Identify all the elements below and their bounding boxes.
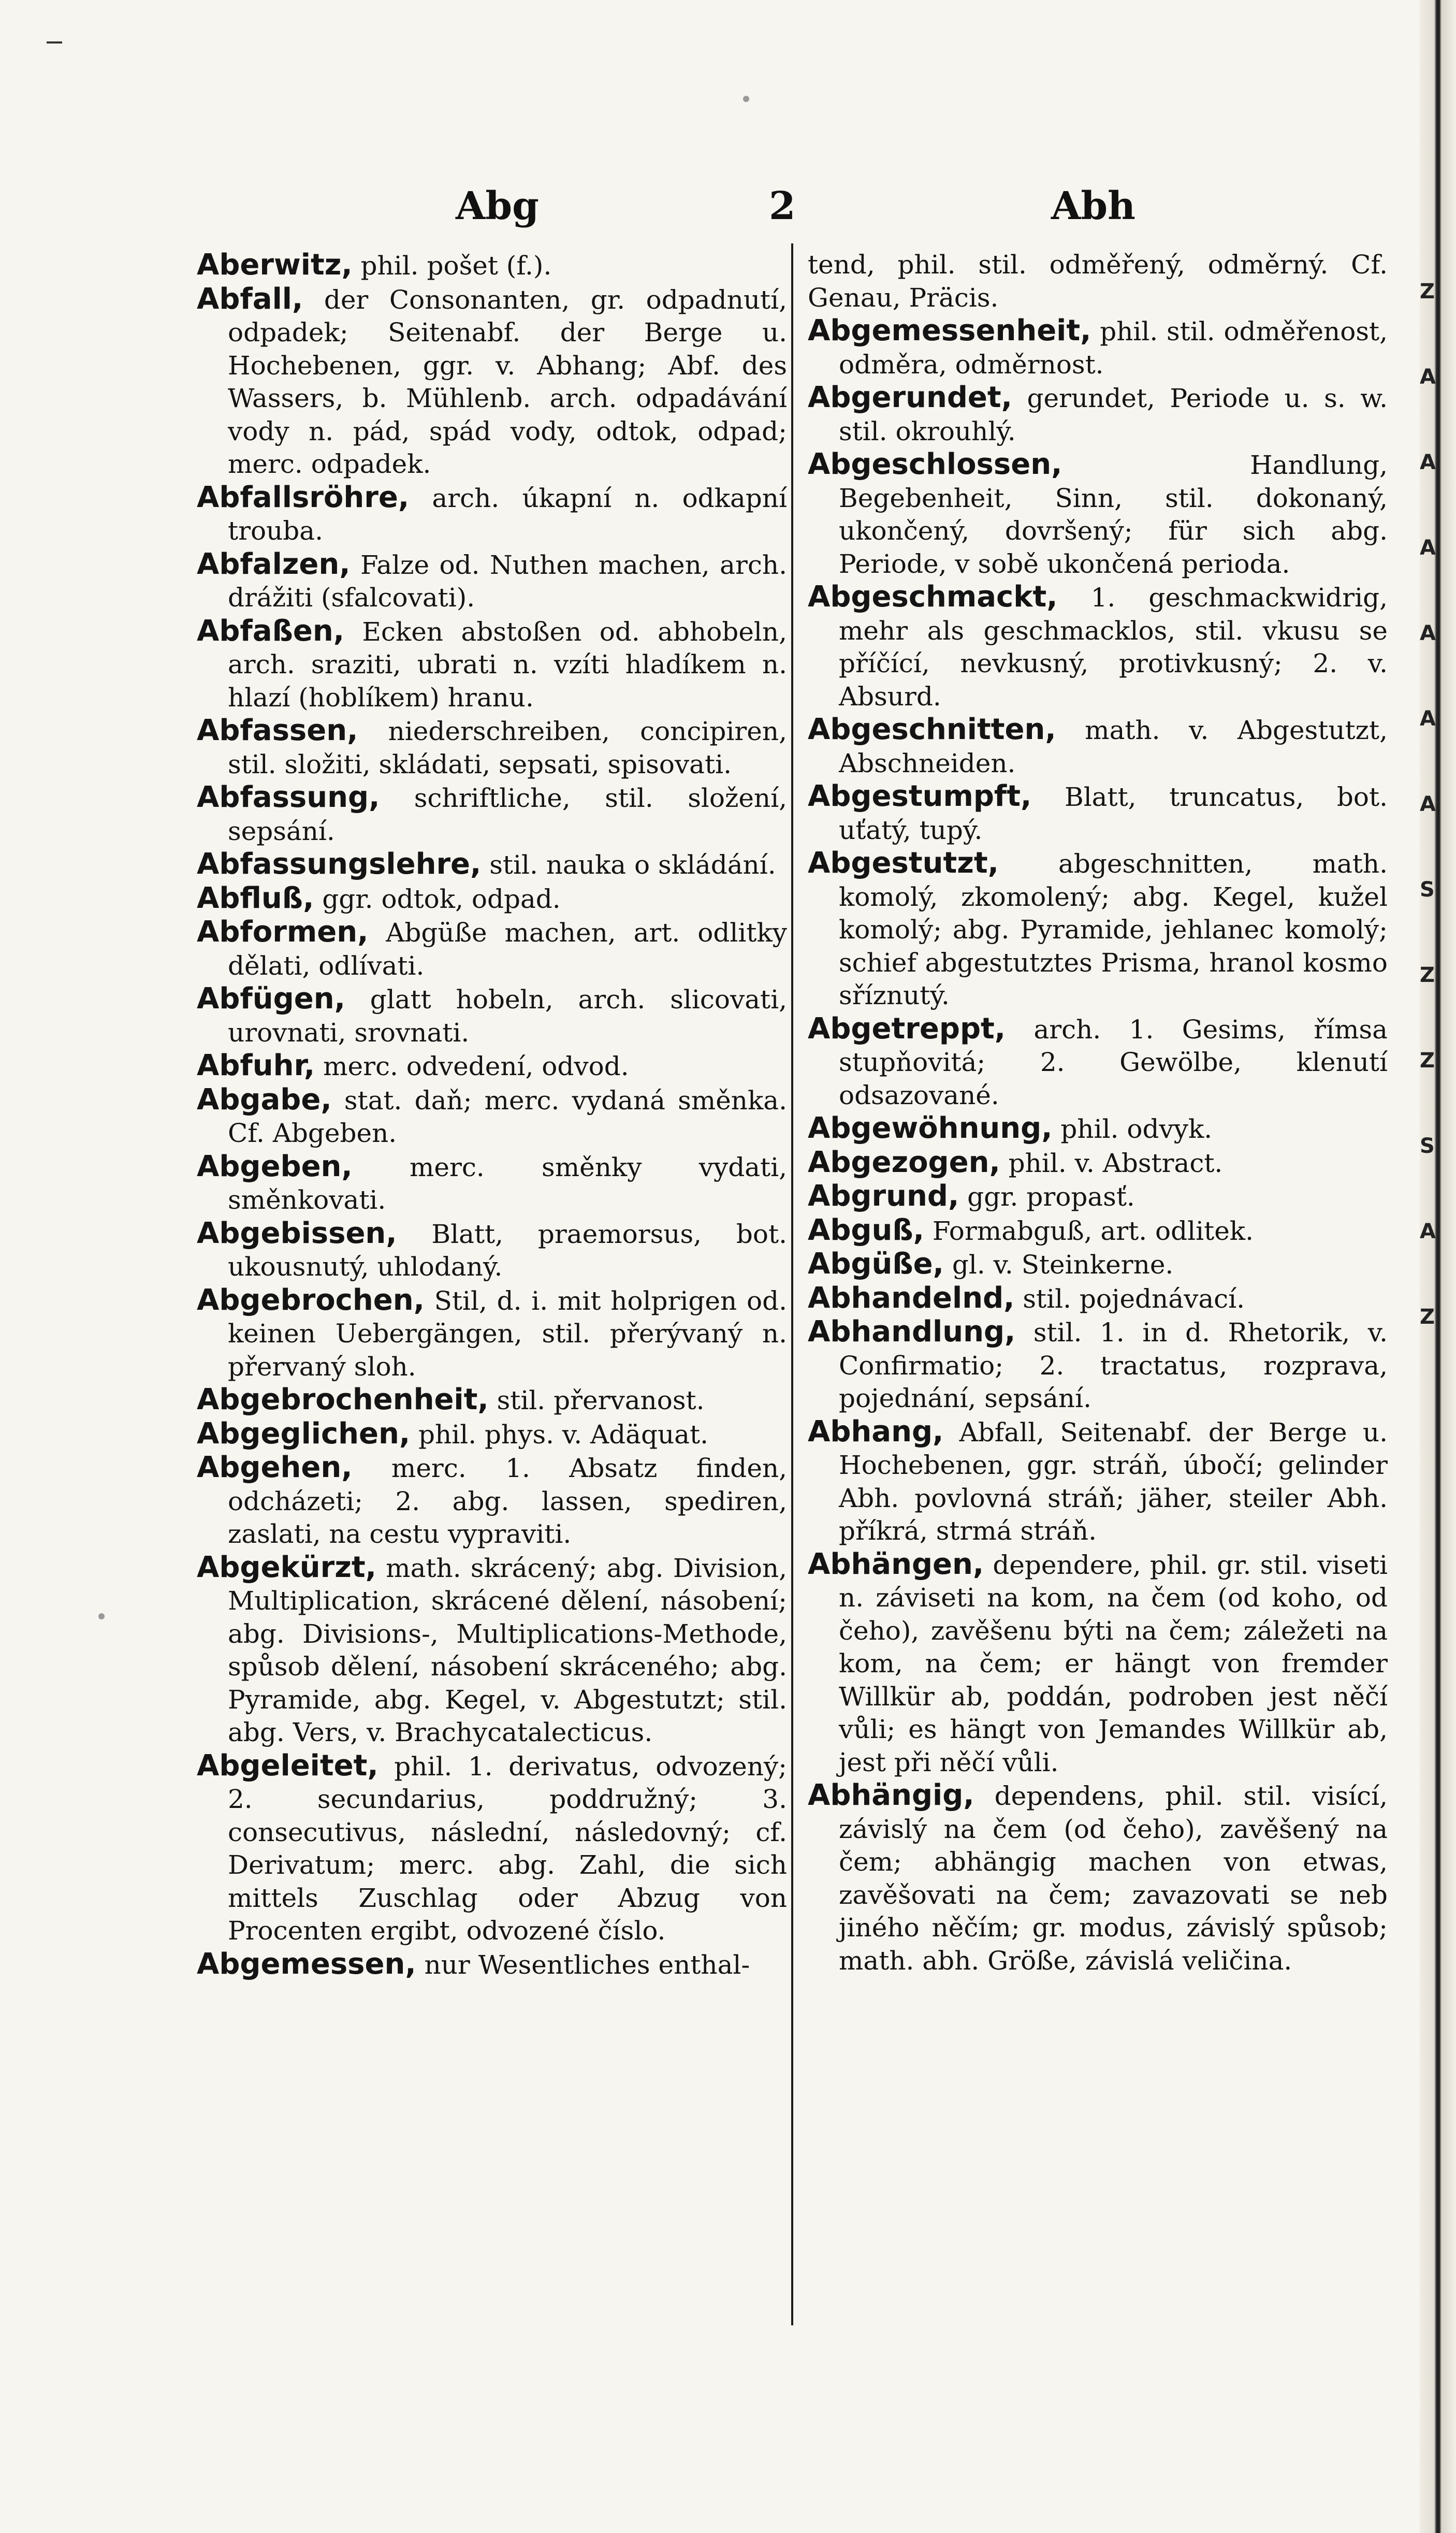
dictionary-entry (197, 1284, 787, 1384)
dictionary-entry (808, 1282, 1388, 1316)
definition: Stil, d. i. mit holprigen od. keinen Uebergängen, stil. přerývaný n. přervaný sloh. (228, 1285, 787, 1382)
headword: Abgekürzt, (197, 1550, 376, 1584)
headword: Abfügen, (197, 982, 345, 1016)
dictionary-entry (808, 847, 1388, 1012)
dictionary-entry (808, 780, 1388, 847)
headword: Abhang, (808, 1414, 944, 1449)
definition: Blatt, truncatus, bot. uťatý, tupý. (839, 782, 1388, 845)
dictionary-entry (197, 1217, 787, 1284)
headword: Abgemessen, (197, 1947, 416, 1981)
header-left-guide-word: Abg (456, 184, 539, 228)
corner-mark (47, 41, 62, 44)
dictionary-entry (808, 1315, 1388, 1415)
dictionary-entry (197, 249, 787, 283)
headword: Abgehen, (197, 1451, 353, 1484)
right-column (808, 249, 1388, 1977)
headword: Abgeschmackt, (808, 580, 1058, 614)
headword: Abfaßen, (197, 614, 344, 648)
headword: Abgerundet, (808, 381, 1012, 414)
headword: Abhandlung, (808, 1315, 1016, 1349)
edge-letter: Z (1420, 963, 1435, 987)
headword: Abgeleitet, (197, 1748, 378, 1783)
edge-letter: A (1420, 451, 1436, 474)
definition: stil. nauka o skládání. (481, 850, 776, 880)
definition: schriftliche, stil. složení, sepsání. (228, 783, 787, 846)
dictionary-entry (808, 1779, 1388, 1977)
dictionary-entry (197, 1083, 787, 1150)
dictionary-entry (197, 1948, 787, 1982)
headword: Abgeben, (197, 1149, 353, 1183)
definition: gerundet, Periode u. s. w. stil. okrouhlý. (839, 383, 1388, 446)
definition: stil. pojednávací. (1014, 1283, 1245, 1314)
edge-letter: A (1420, 707, 1436, 731)
headword: Abhängen, (808, 1547, 984, 1581)
definition: glatt hobeln, arch. slicovati, urovnati, srovnati. (228, 985, 787, 1048)
headword: Abgestutzt, (808, 846, 999, 880)
dictionary-entry (808, 1548, 1388, 1779)
edge-letter: A (1420, 365, 1436, 389)
headword: Abfassen, (197, 714, 358, 747)
dictionary-entry (808, 1415, 1388, 1548)
definition: abgeschnitten, math. komolý, zkomolený; abg. Kegel, kužel komolý; abg. Pyramide, jehlanec komolý; schief abgestutztes Prisma, hranol kosmo sříznutý. (839, 849, 1388, 1010)
definition: dependens, phil. stil. visící, závislý na čem (od čeho), zavěšený na čem; abhängig machen von etwas, zavěšovati na čem; zavazovati se neb jiného něčím; gr. modus, závislý spůsob; math. abh. Größe, závislá veličina. (839, 1781, 1388, 1976)
speck (743, 96, 749, 102)
dictionary-entry (808, 1146, 1388, 1180)
edge-letter: Z (1420, 1305, 1435, 1329)
headword: Abgemessenheit, (808, 314, 1091, 348)
edge-letter: S (1420, 1134, 1435, 1158)
dictionary-entry (197, 283, 787, 481)
dictionary-entry: tend, phil. stil. odměřený, odměrný. Cf. Genau, Präcis. (808, 250, 1388, 313)
headword: Abgeschlossen, (808, 447, 1062, 481)
definition: phil. 1. derivatus, odvozený; 2. secundarius, poddružný; 3. consecutivus, následní, následovný; cf. Derivatum; merc. abg. Zahl, die sich mittels Zuschlag oder Abzug von Procenten ergibt, odvozené číslo. (228, 1751, 787, 1946)
dictionary-entry (197, 1417, 787, 1452)
definition: 1. geschmackwidrig, mehr als geschmacklos, stil. vkusu se příčící, nevkusný, protivkusný; 2. v. Absurd. (839, 583, 1388, 712)
dictionary-entry (197, 481, 787, 548)
dictionary-entry (808, 581, 1388, 713)
dictionary-entry (197, 1451, 787, 1551)
definition: ggr. propasť. (959, 1182, 1135, 1212)
definition: gl. v. Steinkerne. (943, 1250, 1174, 1280)
headword: Abgabe, (197, 1082, 332, 1117)
definition: arch. 1. Gesims, římsa stupňovitá; 2. Gewölbe, klenutí odsazované. (839, 1014, 1388, 1110)
dictionary-entry (808, 1112, 1388, 1146)
headword: Abgezogen, (808, 1145, 1000, 1179)
dictionary-entry (808, 1248, 1388, 1282)
dictionary-entry (808, 713, 1388, 780)
headword: Abgüße, (808, 1247, 944, 1281)
definition: stil. 1. in d. Rhetorik, v. Confirmatio; 2. tractatus, rozprava, pojednání, sepsání. (839, 1318, 1388, 1413)
speck (98, 1613, 105, 1619)
definition: phil. v. Abstract. (1000, 1148, 1223, 1178)
headword: Abgeglichen, (197, 1416, 411, 1451)
dictionary-entry (197, 1749, 787, 1948)
dictionary-entry (197, 615, 787, 715)
header-right-guide-word: Abh (1051, 184, 1135, 228)
dictionary-entry (197, 1383, 787, 1417)
dictionary-entry (197, 848, 787, 882)
dictionary-entry (197, 714, 787, 781)
headword: Abfall, (197, 282, 303, 316)
definition: merc. odvedení, odvod. (315, 1051, 629, 1081)
dictionary-entry (197, 548, 787, 615)
definition: phil. odvyk. (1052, 1114, 1213, 1144)
headword: Aberwitz, (197, 248, 353, 282)
definition: phil. stil. odměřenost, odměra, odměrnost. (839, 316, 1388, 380)
headword: Abfassung, (197, 780, 380, 814)
edge-letter: A (1420, 536, 1436, 560)
definition: dependere, phil. gr. stil. viseti n. záviseti na kom, na čem (od koho, od čeho), zavěšenu býti na čem; záležeti na kom, na čem; er hängt von fremder Willkür ab, poddán, podroben jest něčí vůli; es hängt von Jemandes Willkür ab, jest při něčí vůli. (839, 1550, 1388, 1777)
headword: Abgeschnitten, (808, 713, 1056, 746)
definition: Ecken abstoßen od. abhobeln, arch. sraziti, ubrati n. vzíti hladíkem n. hlazí (hoblíkem) hranu. (228, 616, 787, 713)
headword: Abfallsröhre, (197, 480, 410, 514)
headword: Abgebrochen, (197, 1283, 425, 1317)
edge-letter: A (1420, 792, 1436, 816)
definition: merc. směnky vydati, směnkovati. (228, 1152, 787, 1215)
definition: stil. přervanost. (488, 1385, 705, 1415)
definition: phil. pošet (f.). (352, 251, 552, 281)
dictionary-entry (197, 781, 787, 848)
dictionary-entry (197, 1049, 787, 1083)
definition: Abgüße machen, art. odlitky dělati, odlívati. (228, 918, 787, 981)
dictionary-entry (808, 1214, 1388, 1248)
headword: Abhängig, (808, 1778, 974, 1812)
headword: Abfluß, (197, 881, 314, 915)
headword: Abformen, (197, 915, 369, 949)
headword: Abfalzen, (197, 547, 351, 581)
column-divider (791, 243, 793, 2325)
headword: Abgetreppt, (808, 1011, 1006, 1046)
headword: Abgebrochenheit, (197, 1383, 489, 1416)
headword: Abfassungslehre, (197, 847, 482, 881)
dictionary-entry (197, 1551, 787, 1749)
edge-letter: A (1420, 1220, 1436, 1243)
definition: der Consonanten, gr. odpadnutí, odpadek; Seitenabf. der Berge u. Hochebenen, ggr. v. Abhang; Abf. des Wassers, b. Mühlenb. arch. odpadávání vody n. pád, spád vody, odtok, odpad; merc. odpadek. (228, 284, 787, 479)
dictionary-entry (808, 381, 1388, 448)
definition: ggr. odtok, odpad. (314, 884, 561, 914)
headword: Abfuhr, (197, 1049, 315, 1082)
headword: Abgrund, (808, 1179, 959, 1213)
left-column (197, 249, 787, 1981)
definition: arch. úkapní n. odkapní trouba. (228, 483, 787, 546)
definition: stat. daň; merc. vydaná směnka. Cf. Abgeben. (228, 1085, 787, 1148)
definition: Abfall, Seitenabf. der Berge u. Hochebenen, ggr. stráň, úbočí; gelinder Abh. povlovná stráň; jäher, steiler Abh. příkrá, strmá stráň. (839, 1417, 1388, 1546)
definition: math. skrácený; abg. Division, Multiplication, skrácené dělení, násobení; abg. Divisions-, Multiplications-Methode, spůsob dělení, násobení skráceného; abg. Pyramide, abg. Kegel, v. Abgestutzt; stil. abg. Vers, v. Brachycatalecticus. (228, 1553, 787, 1747)
definition: math. v. Abgestutzt, Abschneiden. (839, 715, 1388, 778)
dictionary-entry (197, 1150, 787, 1217)
edge-letter: Z (1420, 280, 1435, 303)
dictionary-entry (808, 1180, 1388, 1214)
definition: niederschreiben, concipiren, stil. složiti, skládati, sepsati, spisovati. (228, 716, 787, 779)
page-number: 2 (769, 184, 796, 228)
dictionary-entry (197, 982, 787, 1049)
dictionary-entry (808, 448, 1388, 581)
headword: Abgebissen, (197, 1216, 397, 1250)
dictionary-entry (197, 916, 787, 982)
definition: merc. 1. Absatz finden, odcházeti; 2. abg. lassen, spediren, zaslati, na cestu vypraviti. (228, 1453, 787, 1549)
headword: Abgewöhnung, (808, 1111, 1053, 1145)
headword: Abguß, (808, 1213, 924, 1247)
headword: Abgestumpft, (808, 779, 1032, 813)
definition: phil. phys. v. Adäquat. (410, 1419, 708, 1450)
definition: Blatt, praemorsus, bot. ukousnutý, uhlodaný. (228, 1219, 787, 1282)
edge-letter: S (1420, 878, 1435, 902)
definition: Formabguß, art. odlitek. (924, 1215, 1254, 1246)
dictionary-entry (808, 314, 1388, 381)
edge-letter: Z (1420, 1049, 1435, 1073)
definition: Falze od. Nuthen machen, arch. drážiti (sfalcovati). (228, 549, 787, 613)
dictionary-entry (197, 882, 787, 916)
definition: Handlung, Begebenheit, Sinn, stil. dokonaný, ukončený, dovršený; für sich abg. Periode, v sobě ukončená perioda. (839, 450, 1388, 579)
headword: Abhandelnd, (808, 1281, 1015, 1315)
edge-letter: A (1420, 621, 1436, 645)
definition: nur Wesentliches enthal- (416, 1949, 750, 1980)
dictionary-entry (808, 1012, 1388, 1112)
